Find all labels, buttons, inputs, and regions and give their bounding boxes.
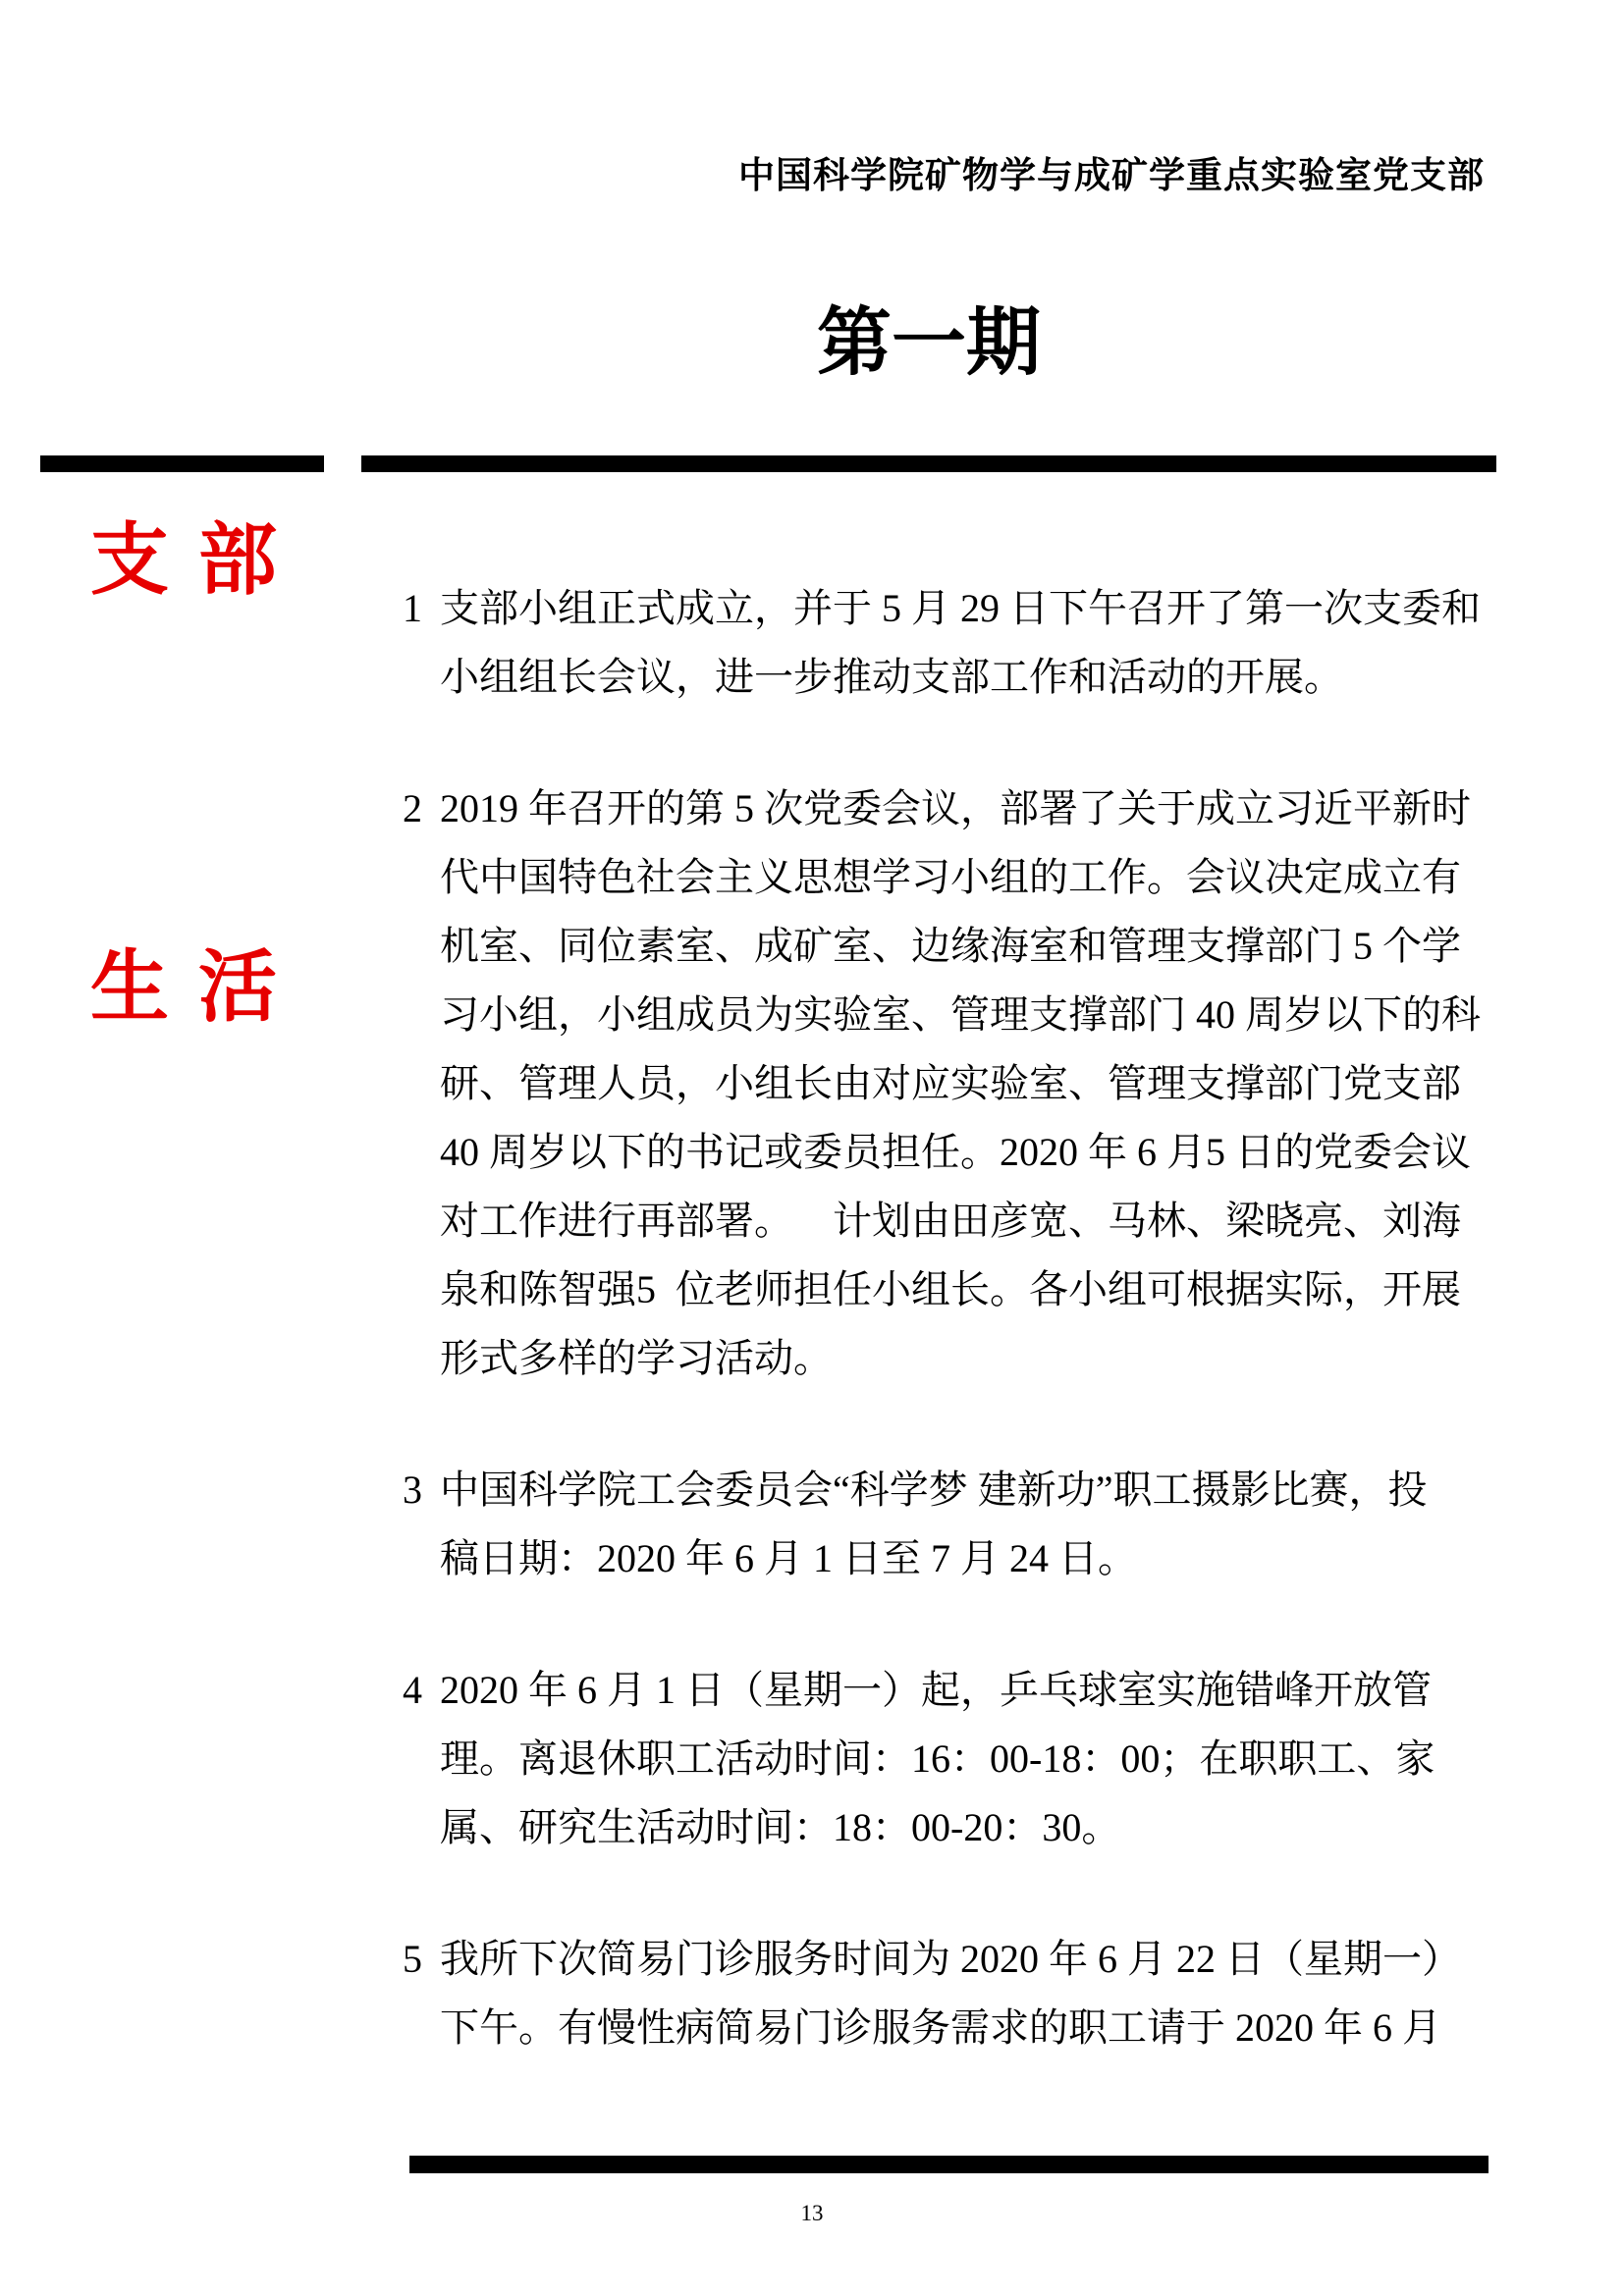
masthead-rule <box>40 455 324 472</box>
item-line: 2020 年 6 月 1 日（星期一）起，乒乓球室实施错峰开放管 <box>440 1668 1432 1712</box>
item-line: 中国科学院工会委员会“科学梦 建新功”职工摄影比赛，投 <box>440 1468 1428 1512</box>
item-line: 泉和陈智强5 位老师担任小组长。各小组可根据实际，开展 <box>440 1267 1461 1311</box>
masthead-line-2: 生活 <box>90 943 306 1031</box>
item-line: 我所下次简易门诊服务时间为 2020 年 6 月 22 日（星期一） <box>440 1937 1461 1981</box>
item-line: 研、管理人员，小组长由对应实验室、管理支撑部门党支部 <box>440 1061 1461 1105</box>
news-list <box>403 574 1492 2125</box>
item-line: 代中国特色社会主义思想学习小组的工作。会议决定成立有 <box>440 855 1461 899</box>
item-line: 习小组，小组成员为实验室、管理支撑部门 40 周岁以下的科 <box>440 992 1481 1037</box>
item-number: 5 <box>403 1937 422 1981</box>
masthead <box>90 204 306 1343</box>
masthead-line-1: 支部 <box>90 516 306 604</box>
item-line: 对工作进行再部署。 计划由田彦宽、马林、梁晓亮、刘海 <box>440 1199 1461 1243</box>
item-text <box>440 1456 1492 1593</box>
list-item <box>403 574 1492 712</box>
list-item <box>403 774 1492 1393</box>
item-number: 1 <box>403 586 422 630</box>
item-text <box>440 774 1492 1393</box>
list-item <box>403 1925 1492 2062</box>
item-line: 支部小组正式成立，并于 5 月 29 日下午召开了第一次支委和 <box>440 586 1481 630</box>
footer-rule <box>409 2156 1489 2173</box>
list-item <box>403 1656 1492 1862</box>
item-line: 形式多样的学习活动。 <box>440 1336 833 1380</box>
item-line: 小组组长会议，进一步推动支部工作和活动的开展。 <box>440 655 1343 699</box>
item-text <box>440 574 1492 712</box>
item-line: 属、研究生活动时间：18：00-20：30。 <box>440 1805 1121 1849</box>
item-number: 3 <box>403 1468 422 1512</box>
item-line: 下午。有慢性病简易门诊服务需求的职工请于 2020 年 6 月 <box>440 2005 1441 2050</box>
header-rule <box>361 455 1496 472</box>
issue-title: 第一期 <box>817 301 1041 385</box>
item-number: 4 <box>403 1668 422 1712</box>
organization-header: 中国科学院矿物学与成矿学重点实验室党支部 <box>738 155 1485 195</box>
item-line: 机室、同位素室、成矿室、边缘海室和管理支撑部门 5 个学 <box>440 924 1461 968</box>
item-line: 40 周岁以下的书记或委员担任。2020 年 6 月5 日的党委会议 <box>440 1130 1471 1174</box>
item-number: 2 <box>403 786 422 830</box>
item-line: 稿日期：2020 年 6 月 1 日至 7 月 24 日。 <box>440 1536 1137 1580</box>
item-line: 理。离退休职工活动时间：16：00-18：00；在职职工、家 <box>440 1736 1435 1781</box>
item-line: 2019 年召开的第 5 次党委会议，部署了关于成立习近平新时 <box>440 786 1471 830</box>
list-item <box>403 1456 1492 1593</box>
item-text <box>440 1925 1492 2062</box>
page-number: 13 <box>800 2201 824 2225</box>
item-text <box>440 1656 1492 1862</box>
